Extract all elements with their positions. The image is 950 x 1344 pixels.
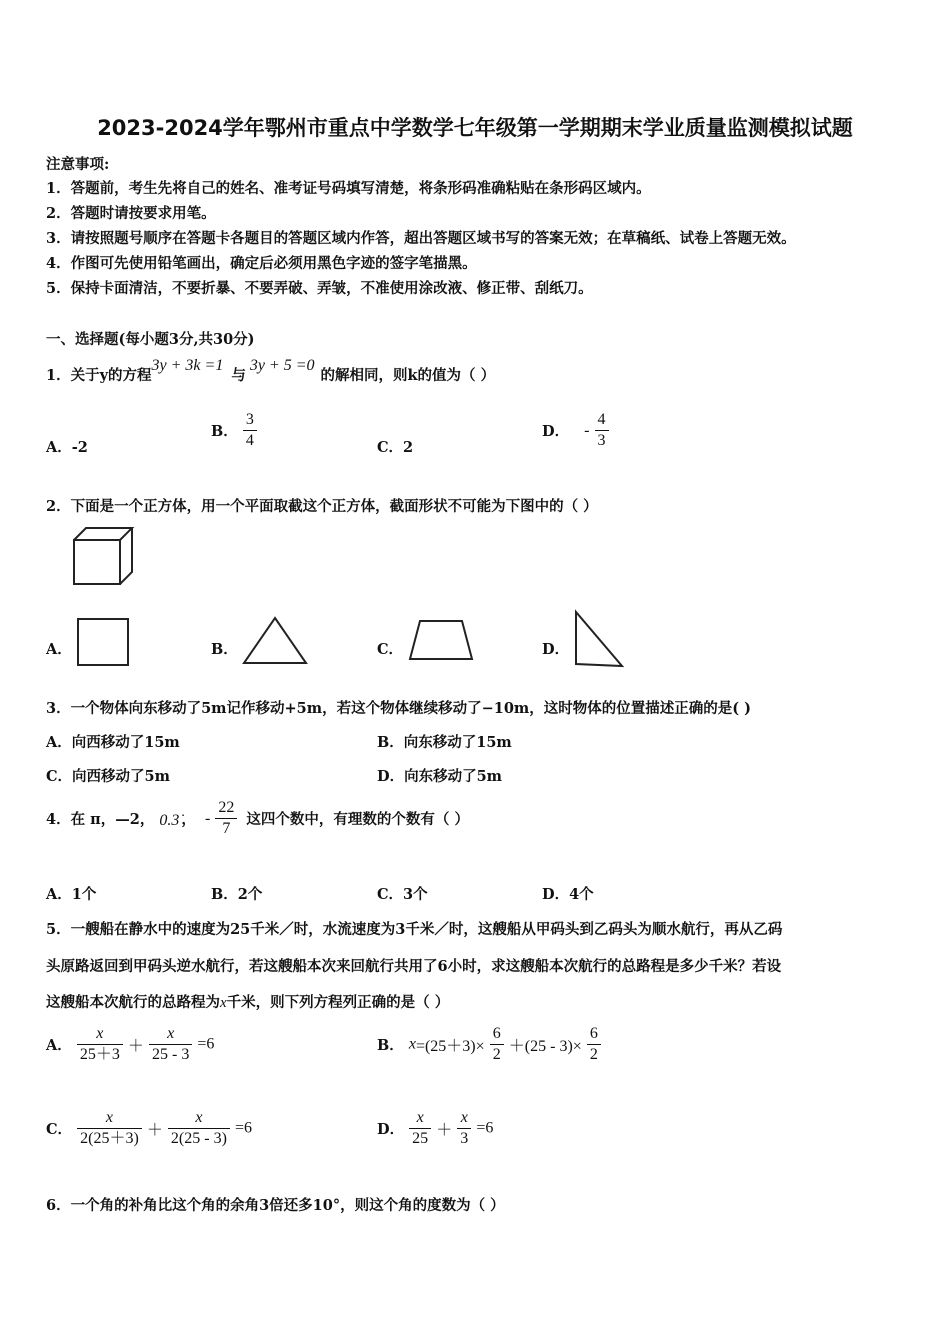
triangle-shape [240,614,310,668]
q5-option-b: B． x=(25＋3)× $\frac{6}{2}$ ＋(25 - 3)× $\frac{6}{2}$ [377,1024,601,1065]
square-shape [74,616,132,668]
q3-option-c: C．向西移动了5m [46,768,170,785]
q4-fraction: $\frac{22}{7}$ [215,798,237,839]
note-item-1: 1．答题前，考生先将自己的姓名、准考证号码填写清楚，将条形码准确粘贴在条形码区域内。 [46,180,651,197]
q4-option-b: B．2个 [211,886,263,903]
right-triangle-shape [570,608,628,670]
q2-option-c: C． [377,641,404,658]
q1-prefix: 1．关于y的方程 [46,367,152,384]
q3-option-a: A．向西移动了15m [46,734,180,751]
question-4: 4．在 π，—2， 0.3̇ ， - $\frac{22}{7}$ 这四个数中，有理数的个数有（ ） [46,799,469,837]
q4-recurring-decimal: 0.3̇ [159,811,180,829]
q4-option-d: D．4个 [542,886,594,903]
q5-option-a: A． $\frac{x}{25+3}$ ＋ $\frac{x}{25 - 3}$ =6 [46,1025,215,1063]
q3-option-d: D．向东移动了5m [377,768,503,785]
page-title: 2023-2024学年鄂州市重点中学数学七年级第一学期期末学业质量监测模拟试题 [97,116,853,140]
q1-equation-1: 3y + 3k =1 [151,357,224,374]
q2-option-d: D． [542,641,570,658]
q1-mid: 与 [231,367,246,384]
q4-option-a: A．1个 [46,886,97,903]
question-5-line-2: 头原路返回到甲码头逆水航行，若这艘船本次来回航行共用了6小时，求这艘船本次航行的总路程是多少千米？若设 [46,958,782,975]
note-item-3: 3．请按照题号顺序在答题卡各题目的答题区域内作答，超出答题区域书写的答案无效；在草稿纸、试卷上答题无效。 [46,230,796,247]
q2-option-a: A． [46,641,72,658]
q1-option-b: B． $\frac{3}{4}$ [211,410,257,451]
question-3: 3．一个物体向东移动了5m记作移动+5m，若这个物体继续移动了−10m，这时物体的位置描述正确的是( ) [46,700,752,717]
trapezoid-shape [406,617,476,663]
notes-heading: 注意事项: [46,156,110,173]
question-5-line-3: 这艘船本次航行的总路程为x千米，则下列方程列正确的是（ ） [46,994,450,1011]
note-item-4: 4．作图可先使用铅笔画出，确定后必须用黑色字迹的签字笔描黑。 [46,255,477,272]
q3-option-b: B．向东移动了15m [377,734,512,751]
q5-option-d: D． $\frac{x}{25}$ ＋ $\frac{x}{3}$ =6 [377,1109,494,1147]
q1-option-d-fraction: $\frac{4}{3}$ [595,410,609,451]
q1-option-a: A．-2 [46,439,88,456]
q1-option-b-fraction: $\frac{3}{4}$ [243,410,257,451]
q1-suffix: 的解相同，则k的值为（ ） [320,367,496,384]
q2-option-b: B． [211,641,238,658]
q5-option-c: C． $\frac{x}{2(25+3)}$ ＋ $\frac{x}{2(25 - 3)}$ =6 [46,1109,252,1147]
section-heading: 一、选择题(每小题3分,共30分) [46,331,255,348]
question-6: 6．一个角的补角比这个角的余角3倍还多10°，则这个角的度数为（ ） [46,1197,505,1214]
q4-option-c: C．3个 [377,886,428,903]
question-2: 2．下面是一个正方体，用一个平面取截这个正方体，截面形状不可能为下图中的（ ） [46,498,598,515]
question-1 [46,357,496,385]
note-item-2: 2．答题时请按要求用笔。 [46,205,216,222]
q1-option-c: C．2 [377,439,414,456]
q1-option-d: D． - $\frac{4}{3}$ [542,410,609,451]
question-5-line-1: 5．一艘船在静水中的速度为25千米／时，水流速度为3千米／时，这艘船从甲码头到乙码头为顺水航行，再从乙码 [46,921,783,938]
q1-equation-2: 3y + 5 =0 [249,357,315,374]
cube-figure [70,524,136,588]
note-item-5: 5．保持卡面清洁，不要折暴、不要弄破、弄皱，不准使用涂改液、修正带、刮纸刀。 [46,280,593,297]
